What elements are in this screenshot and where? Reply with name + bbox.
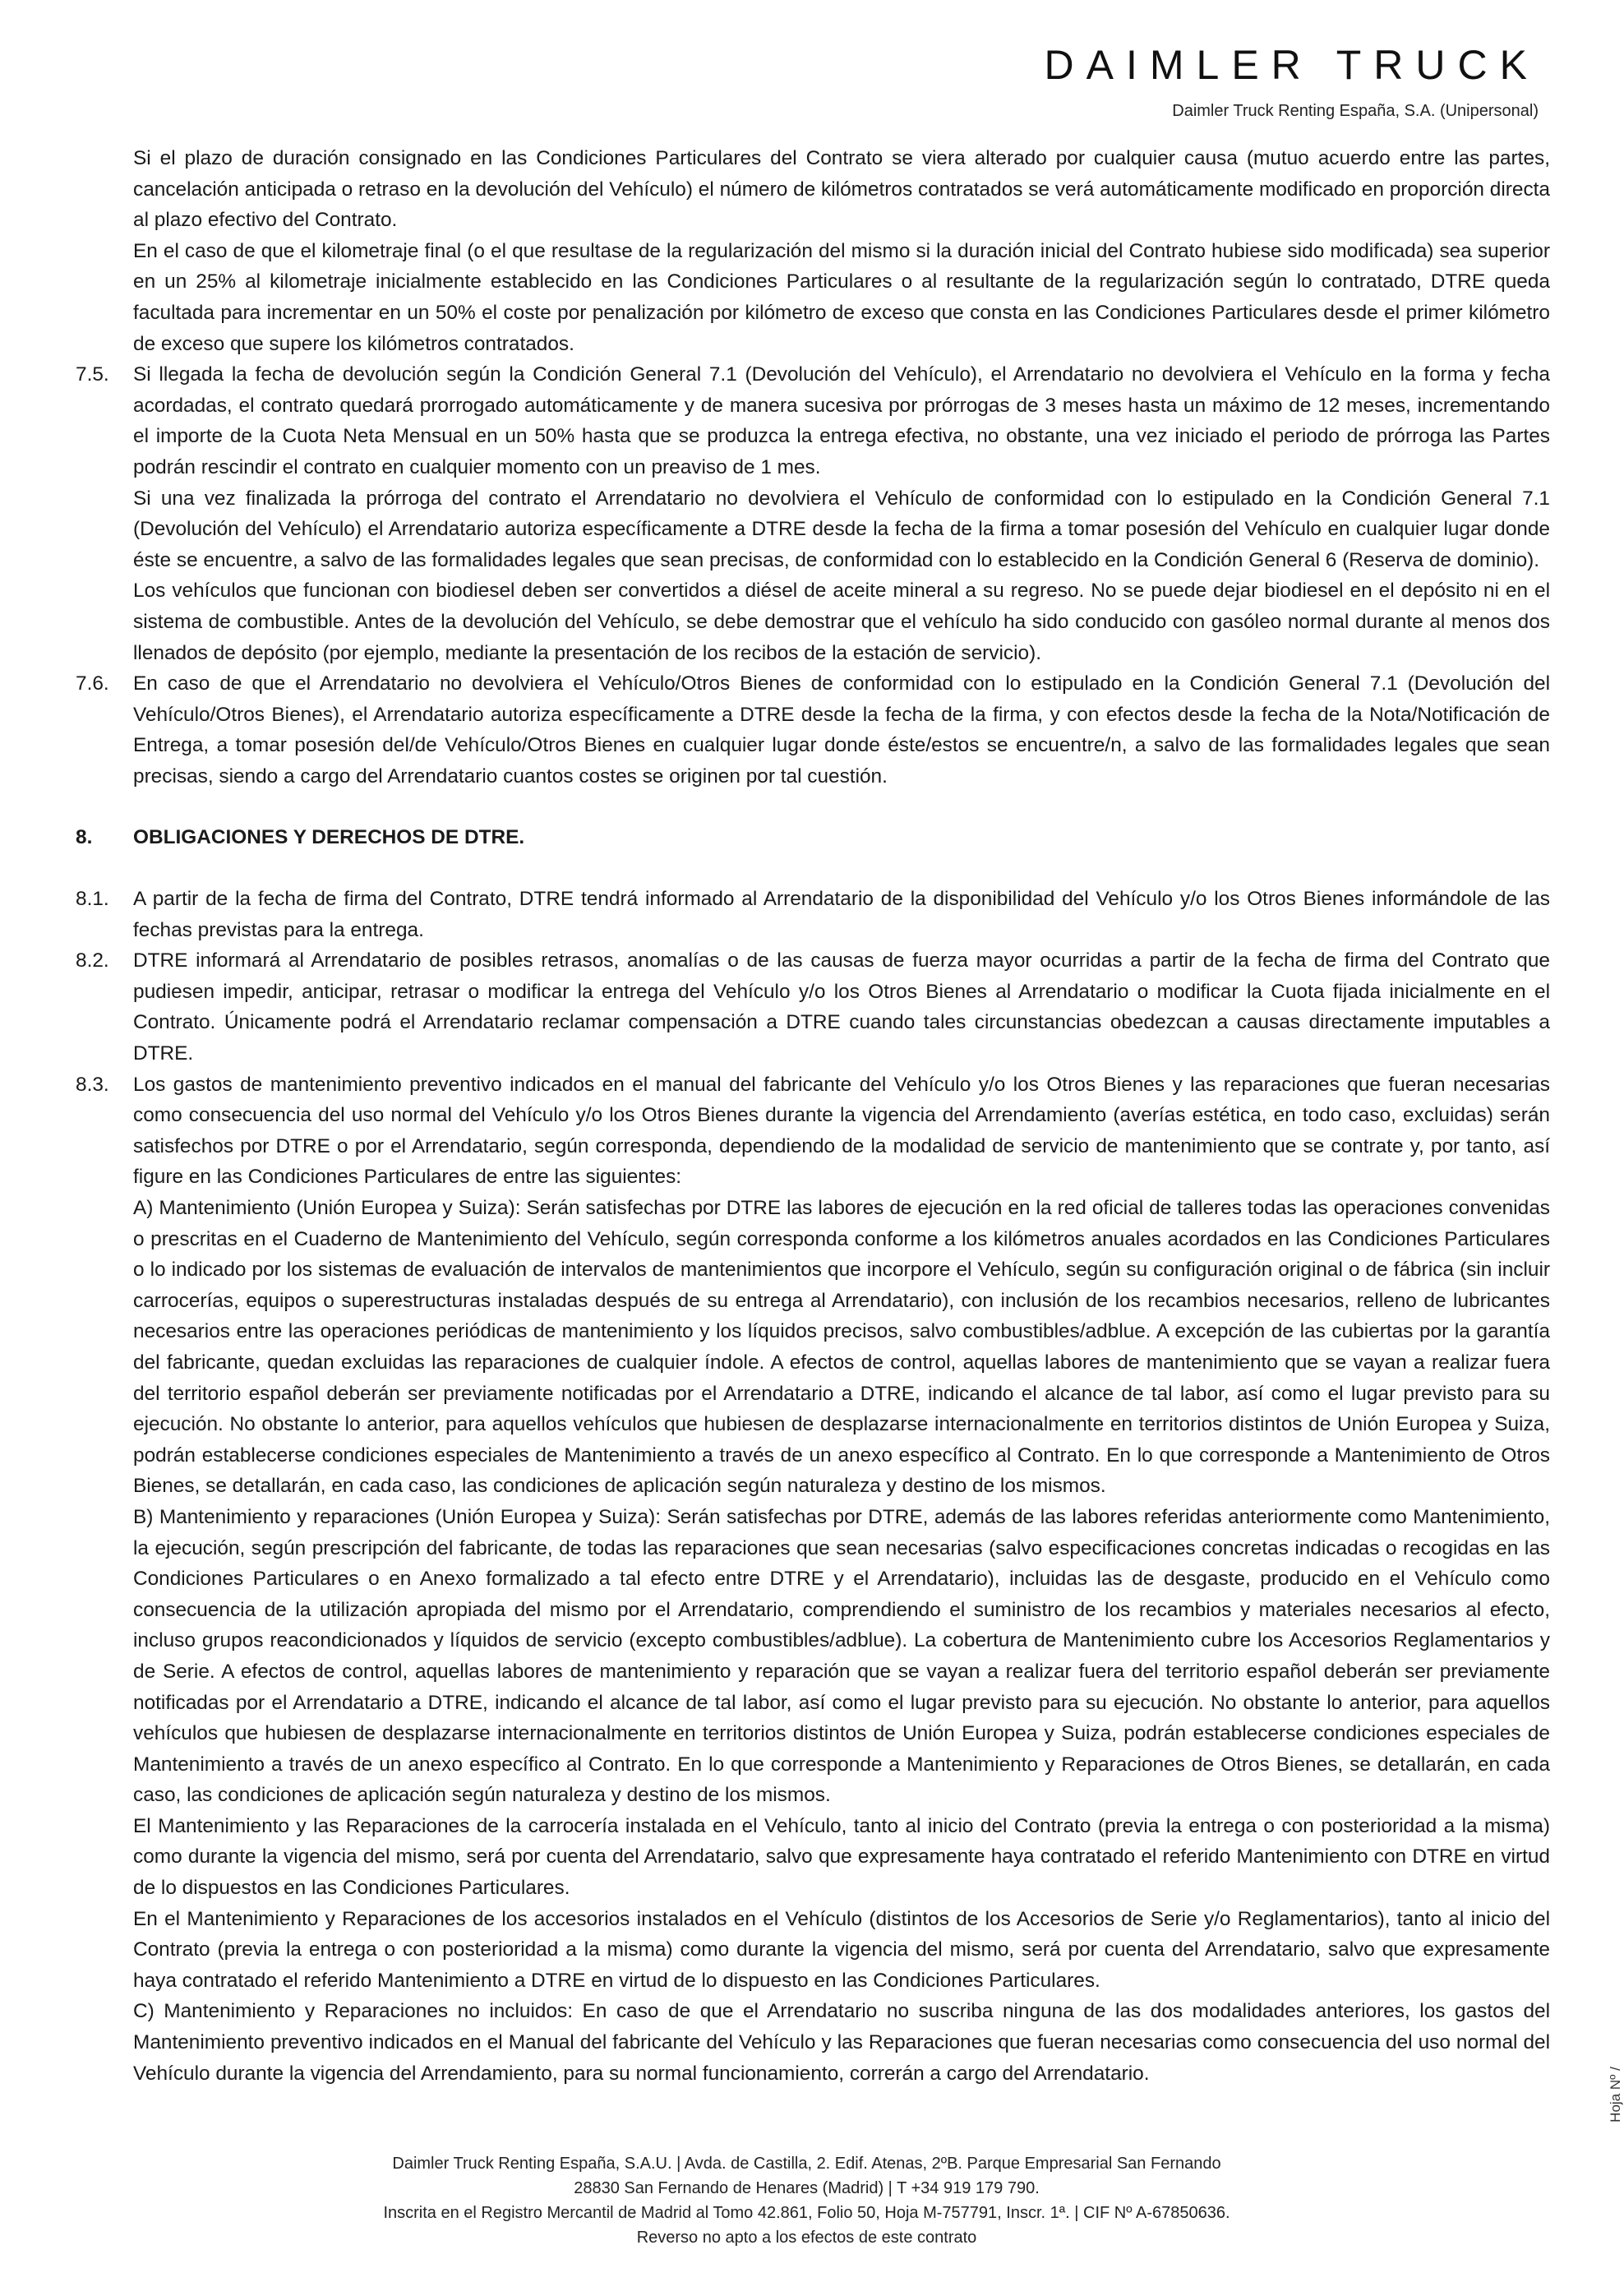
clause-text: A partir de la fecha de firma del Contrato, DTRE tendrá informado al Arrendatario de la disponibilidad del Vehículo y/o los Otros Bienes informándole de las fechas previstas para la entrega. [133,888,1550,941]
clause-text: DTRE informará al Arrendatario de posibles retrasos, anomalías o de las causas de fuerza mayor ocurridas a partir de la fecha de firma del Contrato que pudiesen impedir, anticipar, retrasar o modificar la entrega del Vehículo y/o los Otros Bienes al Arrendatario o modificar la Cuota fijada inicialmente en el Contrato. Únicamente podrá el Arrendatario reclamar compensación a DTRE cuando tales circunstancias obedezcan a causas directamente imputables a DTRE. [133,949,1550,1065]
clause-7-5-paragraph-3: Los vehículos que funcionan con biodiesel deben ser convertidos a diésel de aceite mineral a su regreso. No se puede dejar biodiesel en el depósito ni en el sistema de combustible. Antes de la devolución del Vehículo, se debe demostrar que el vehículo ha sido conducido con gasóleo normal durante al menos dos llenados de depósito (por ejemplo, mediante la presentación de los recibos de la estación de servicio). [133,580,1550,664]
clause-8-3-option-c: C) Mantenimiento y Reparaciones no incluidos: En caso de que el Arrendatario no suscriba ninguna de las dos modalidades anteriores, los gastos del Mantenimiento preventivo indicados en el Manual del fabricante del Vehículo y las Reparaciones que fueran necesarias como consecuencia del uso normal del Vehículo durante la vigencia del Arrendamiento, para su normal funcionamiento, correrán a cargo del Arrendatario. [133,2000,1550,2085]
section-8-heading [76,822,1550,853]
section-number: 8. [76,826,93,849]
contract-body [76,143,1550,2089]
footer-line-city-phone: 28830 San Fernando de Henares (Madrid) | T +34 919 179 790. [574,2179,1040,2197]
clause-8-2 [76,945,1550,1069]
clause-8-3-bodywork: El Mantenimiento y las Reparaciones de la carrocería instalada en el Vehículo, tanto al inicio del Contrato (previa la entrega o con posterioridad a la misma) como durante la vigencia del mismo, será por cuenta del Arrendatario, salvo que expresamente haya contratado el referido Mantenimiento con DTRE en virtud de lo dispuestos en las Condiciones Particulares. [133,1814,1550,1900]
clause-number: 8.1. [76,888,109,911]
clause-8-3-option-a: A) Mantenimiento (Unión Europea y Suiza): Serán satisfechas por DTRE las labores de ejecución en la red oficial de talleres todas las operaciones convenidas o prescritas en el Cuaderno de Mantenimiento del Vehículo, según corresponda conforme a los kilómetros anuales acordados en las Condiciones Particulares o lo indicado por los sistemas de evaluación de intervalos de mantenimientos que incorpore el Vehículo, según su configuración original o de fábrica (sin incluir carrocerías, equipos o superestructuras instaladas después de su entrega al Arrendatario), con inclusión de los recambios necesarios, relleno de lubricantes necesarios entre las operaciones periódicas de mantenimiento y los líquidos precisos, salvo combustibles/adblue. A excepción de las cubiertas por la garantía del fabricante, quedan excluidas las reparaciones de cualquier índole. A efectos de control, aquellas labores de mantenimiento que se vayan a realizar fuera del territorio español deberán ser previamente notificadas por el Arrendatario a DTRE, indicando el alcance de tal labor, así como el lugar previsto para su ejecución. No obstante lo anterior, para aquellos vehículos que hubiesen de desplazarse internacionalmente en territorios distintos de Unión Europea y Suiza, podrán establecerse condiciones especiales de Mantenimiento a través de un anexo específico al Contrato. En lo que corresponde a Mantenimiento de Otros Bienes, se detallarán, en cada caso, las condiciones de aplicación según naturaleza y destino de los mismos. [133,1197,1550,1498]
paragraph-mileage-penalty: En el caso de que el kilometraje final (o el que resultase de la regularización del mismo si la duración inicial del Contrato hubiese sido modificada) sea superior en un 25% al kilometraje inicialmente establecido en las Condiciones Particulares o al resultante de la regularización según lo contratado, DTRE queda facultada para incrementar en un 50% el coste por penalización por kilómetro de exceso que consta en las Condiciones Particulares desde el primer kilómetro de exceso que supere los kilómetros contratados. [133,239,1550,355]
footer-line-address: Daimler Truck Renting España, S.A.U. | Avda. de Castilla, 2. Edif. Atenas, 2ºB. Parque Empresarial San Fernando [392,2155,1221,2173]
footer-line-registry: Inscrita en el Registro Mercantil de Madrid al Tomo 42.861, Folio 50, Hoja M-757791, Inscr. 1ª. | CIF Nº A-67850636. [383,2204,1230,2222]
clause-8-3 [76,1069,1550,1193]
section-title: OBLIGACIONES Y DERECHOS DE DTRE. [133,826,525,849]
clause-number: 7.6. [76,672,109,695]
clause-8-3-option-b: B) Mantenimiento y reparaciones (Unión Europea y Suiza): Serán satisfechas por DTRE, además de las labores referidas anteriormente como Mantenimiento, la ejecución, según prescripción del fabricante, de todas las reparaciones que sean necesarias (salvo especificaciones concretas indicadas o recogidas en las Condiciones Particulares o en Anexo formalizado a tal efecto entre DTRE y el Arrendatario), incluidas las de desgaste, producido en el Vehículo como consecuencia de la utilización apropiada del mismo por el Arrendatario, comprendiendo el suministro de los recambios y materiales necesarios al efecto, incluso grupos reacondicionados y líquidos de servicio (excepto combustibles/adblue). La cobertura de Mantenimiento cubre los Accesorios Reglamentarios y de Serie. A efectos de control, aquellas labores de mantenimiento y reparación que se vayan a realizar fuera del territorio español deberán ser previamente notificadas por el Arrendatario a DTRE, indicando el alcance de tal labor, así como el lugar previsto para su ejecución. No obstante lo anterior, para aquellos vehículos que hubiesen de desplazarse internacionalmente en territorios distintos de Unión Europea y Suiza, podrán establecerse condiciones especiales de Mantenimiento a través de un anexo específico al Contrato. En lo que corresponde a Mantenimiento y Reparaciones de Otros Bienes, se detallarán, en cada caso, las condiciones de aplicación según naturaleza y destino de los mismos. [133,1505,1550,1807]
clause-7-5-paragraph-2: Si una vez finalizada la prórroga del contrato el Arrendatario no devolviera el Vehículo de conformidad con lo estipulado en la Condición General 7.1 (Devolución del Vehículo) el Arrendatario autoriza específicamente a DTRE desde la fecha de la firma a tomar posesión del Vehículo en cualquier lugar donde éste se encuentre, a salvo de las formalidades legales que sean precisas, de conformidad con lo establecido en la Condición General 6 (Reserva de dominio). [133,487,1550,571]
clause-7-5 [76,359,1550,483]
page-footer [0,2151,1613,2250]
clause-text: Si llegada la fecha de devolución según la Condición General 7.1 (Devolución del Vehículo), el Arrendatario no devolviera el Vehículo en la forma y fecha acordadas, el contrato quedará prorrogado automáticamente y de manera sucesiva por prórrogas de 3 meses hasta un máximo de 12 meses, incrementando el importe de la Cuota Neta Mensual en un 50% hasta que se produzca la entrega efectiva, no obstante, una vez iniciado el periodo de prórroga las Partes podrán rescindir el contrato en cualquier momento con un preaviso de 1 mes. [133,363,1550,478]
clause-number: 8.2. [76,949,109,972]
sheet-number-label: Hoja Nº / [1607,2067,1623,2123]
clause-text: En caso de que el Arrendatario no devolviera el Vehículo/Otros Bienes de conformidad con lo estipulado en la Condición General 7.1 (Devolución del Vehículo/Otros Bienes), el Arrendatario autoriza específicamente a DTRE desde la fecha de la firma, y con efectos desde la fecha de la Nota/Notificación de Entrega, a tomar posesión del/de Vehículo/Otros Bienes en cualquier lugar donde éste/estos se encuentre/n, a salvo de las formalidades legales que sean precisas, siendo a cargo del Arrendatario cuantos costes se originen por tal cuestión. [133,672,1550,788]
company-logo: DAIMLER TRUCK [1044,42,1539,88]
clause-8-1 [76,884,1550,945]
clause-number: 7.5. [76,363,109,386]
clause-8-3-accessories: En el Mantenimiento y Reparaciones de los accesorios instalados en el Vehículo (distintos de los Accesorios de Serie y/o Reglamentarios), tanto al inicio del Contrato (previa la entrega o con posterioridad a la misma) como durante la vigencia del mismo, será por cuenta del Arrendatario, salvo que expresamente haya contratado el referido Mantenimiento a DTRE en virtud de lo dispuesto en las Condiciones Particulares. [133,1907,1550,1992]
paragraph-mileage-adjustment: Si el plazo de duración consignado en las Condiciones Particulares del Contrato se viera alterado por cualquier causa (mutuo acuerdo entre las partes, cancelación anticipada o retraso en la devolución del Vehículo) el número de kilómetros contratados se verá automáticamente modificado en proporción directa al plazo efectivo del Contrato. [133,147,1550,232]
clause-7-6 [76,668,1550,792]
footer-line-notice: Reverso no apto a los efectos de este contrato [636,2229,977,2247]
clause-number: 8.3. [76,1073,109,1096]
clause-text: Los gastos de mantenimiento preventivo indicados en el manual del fabricante del Vehículo y/o los Otros Bienes y las reparaciones que fueran necesarias como consecuencia del uso normal del Vehículo y/o los Otros Bienes durante la vigencia del Arrendamiento (averías estética, en todo caso, excluidas) serán satisfechos por DTRE o por el Arrendatario, según corresponda, dependiendo de la modalidad de servicio de mantenimiento que se contrate y, por tanto, así figure en las Condiciones Particulares de entre las siguientes: [133,1073,1550,1189]
company-entity-name: Daimler Truck Renting España, S.A. (Unipersonal) [1172,102,1539,120]
